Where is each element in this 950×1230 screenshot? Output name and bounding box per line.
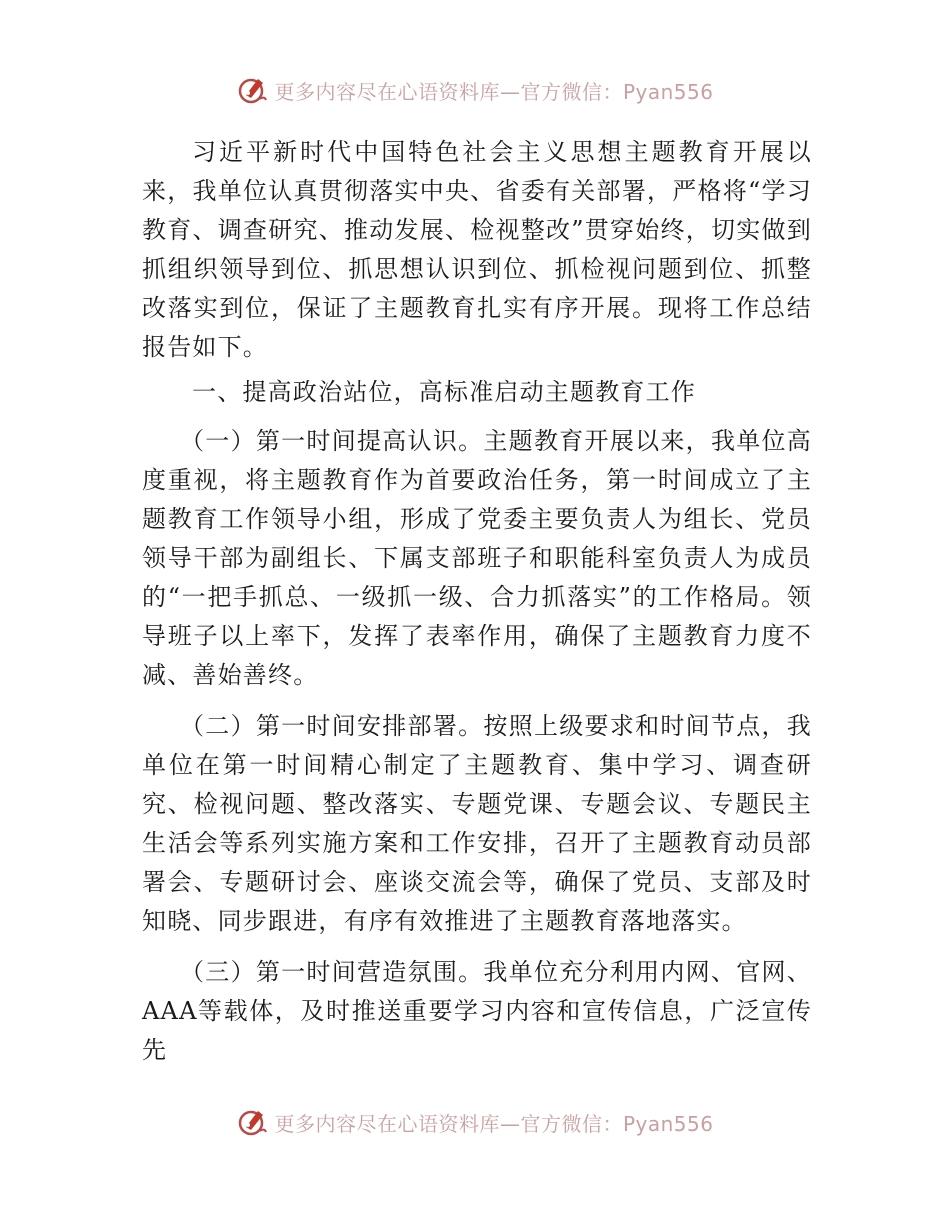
subsection-1-paragraph: （一）第一时间提高认识。主题教育开展以来，我单位高度重视，将主题教育作为首要政治任务，第一时间成立了主题教育工作领导小组，形成了党委主要负责人为组长、党员领导干部为副组长、下属支部班子和职能科室负责人为成员的“一把手抓总、一级抓一级、合力抓落实”的工作格局。领导班子以上率下，发挥了表率作用，确保了主题教育力度不减、善始善终。 — [142, 427, 812, 689]
watermark-banner-bottom — [0, 1102, 950, 1142]
watermark-banner-top — [0, 70, 950, 110]
subsection-3-paragraph: （三）第一时间营造氛围。我单位充分利用内网、官网、AAA等载体，及时推送重要学习内容和宣传信息，广泛宣传先 — [142, 958, 812, 1064]
watermark-text: 更多内容尽在心语资料库—官方微信：Pyan556 — [274, 79, 714, 104]
watermark-text: 更多内容尽在心语资料库—官方微信：Pyan556 — [274, 1111, 714, 1136]
subsection-2-paragraph: （二）第一时间安排部署。按照上级要求和时间节点，我单位在第一时间精心制定了主题教育、集中学习、调查研究、检视问题、整改落实、专题党课、专题会议、专题民主生活会等系列实施方案和工作安排，召开了主题教育动员部署会、专题研讨会、座谈交流会等，确保了党员、支部及时知晓、同步跟进，有序有效推进了主题教育落地落实。 — [142, 712, 812, 935]
section-heading-1: 一、提高政治站位，高标准启动主题教育工作 — [192, 378, 696, 406]
pen-nib-logo-icon — [236, 73, 270, 107]
pen-nib-logo-icon — [236, 1105, 270, 1139]
document-body — [142, 133, 812, 1070]
intro-paragraph: 习近平新时代中国特色社会主义思想主题教育开展以来，我单位认真贯彻落实中央、省委有关部署，严格将“学习教育、调查研究、推动发展、检视整改”贯穿始终，切实做到抓组织领导到位、抓思想认识到位、抓检视问题到位、抓整改落实到位，保证了主题教育扎实有序开展。现将工作总结报告如下。 — [142, 138, 812, 361]
